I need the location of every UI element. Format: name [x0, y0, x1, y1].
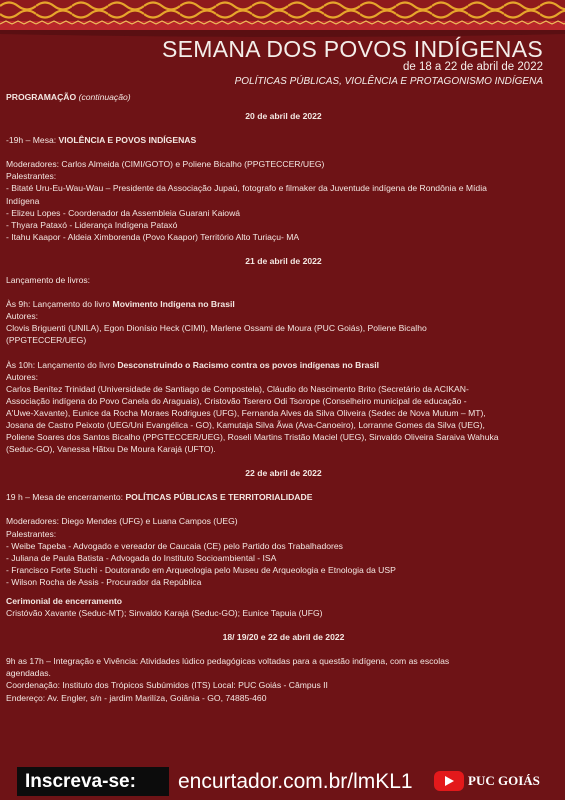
- day-22-moderators: Moderadores: Diego Mendes (UFG) e Luana Campos (UEG): [6, 516, 238, 527]
- book-2-launch: Às 10h: Lançamento do livro Desconstruindo o Racismo contra os povos indígenas no Brasil: [6, 359, 379, 370]
- registration-link[interactable]: encurtador.com.br/lmKL1: [178, 770, 413, 793]
- channel-name[interactable]: PUC GOIÁS: [468, 773, 540, 788]
- book-1-authors-cont: (PPGTECCER/UEG): [6, 335, 87, 346]
- books-intro: Lançamento de livros:: [6, 275, 91, 286]
- speaker-line: Indígena: [6, 195, 40, 206]
- youtube-play-icon[interactable]: [434, 771, 464, 791]
- speaker-line: - Thyara Pataxó - Liderança Indígena Pataxó: [6, 219, 178, 230]
- day-21-heading: 21 de abril de 2022: [245, 255, 322, 266]
- speaker-line: - Weibe Tapeba - Advogado e vereador de Caucaia (CE) pelo Partido dos Trabalhadores: [6, 540, 343, 551]
- program-heading: PROGRAMAÇÃO (continuação): [6, 92, 131, 102]
- author-line: Josana de Castro Peixoto (UEG/Uni Evangélica - GO), Kamutaja Silva Ãwa (Ava-Canoeiro), Lorranne Gomes da Silva (UEG),: [6, 419, 485, 430]
- speaker-line: - Francisco Forte Stuchi - Doutorando em Arqueologia pelo Museu de Arqueologia e Etnologia da USP: [6, 564, 396, 575]
- book-1-authors: Clovis Briguenti (UNILA), Egon Dionísio Heck (CIMI), Marlene Ossami de Moura (PUC Goiás), Poliene Bicalho: [6, 323, 427, 334]
- activity-line: 9h as 17h – Integração e Vivência: Atividades lúdico pedagógicas voltadas para a questão indígena, com as escolas: [6, 656, 450, 667]
- speaker-line: - Itahu Kaapor - Aldeia Ximborenda (Povo Kaapor) Território Alto Turiaçu- MA: [6, 231, 300, 242]
- event-subtitle: POLÍTICAS PÚBLICAS, VIOLÊNCIA E PROTAGONISMO INDÍGENA: [234, 76, 543, 87]
- program-content: [6, 91, 561, 704]
- register-label: Inscreva-se:: [17, 767, 169, 796]
- author-line: Associação indígena do Povo Canela do Araguais), Cristovão Tserero Odi Tsorope (Conselheiro municipal de educação -: [6, 395, 467, 406]
- day-22-session: 19 h – Mesa de encerramento: POLÍTICAS PÚBLICAS E TERRITORIALIDADE: [6, 492, 313, 503]
- closing-ceremony-title: Cerimonial de encerramento: [6, 596, 123, 606]
- day-22-speakers-label: Palestrantes:: [6, 528, 57, 539]
- day-22-heading: 22 de abril de 2022: [245, 468, 322, 479]
- coordination-line: Coordenação: Instituto dos Trópicos Subúmidos (ITS) Local: PUC Goiás - Câmpus II: [6, 680, 328, 691]
- author-line: (Seduc-GO), Vanessa Hãtxu De Moura Karajá (UFTO).: [6, 444, 216, 455]
- day-20-moderators: Moderadores: Carlos Almeida (CIMI/GOTO) e Poliene Bicalho (PPGTECCER/UEG): [6, 159, 325, 170]
- day-20-speakers-label: Palestrantes:: [6, 171, 57, 182]
- activity-line: agendadas.: [6, 668, 51, 679]
- book-1-launch: Às 9h: Lançamento do livro Movimento Indígena no Brasil: [6, 299, 235, 310]
- page-title: SEMANA DOS POVOS INDÍGENAS: [162, 36, 543, 62]
- decorative-border: [0, 0, 565, 30]
- days-18-22-heading: 18/ 19/20 e 22 de abril de 2022: [222, 632, 345, 643]
- author-line: Carlos Benítez Trinidad (Universidade de Santiago de Compostela), Cláudio do Nascimento Brito (Secretário da ACIKAN-: [6, 383, 469, 394]
- event-dates: de 18 a 22 de abril de 2022: [402, 61, 543, 73]
- day-20-session: -19h – Mesa: VIOLÊNCIA E POVOS INDÍGENAS: [6, 135, 197, 146]
- speaker-line: - Juliana de Paula Batista - Advogada do Instituto Socioambiental - ISA: [6, 552, 277, 563]
- book-2-authors-label: Autores:: [6, 371, 39, 382]
- speaker-line: - Wilson Rocha de Assis - Procurador da República: [6, 576, 202, 587]
- author-line: A'Uwe-Xavante), Eunice da Rocha Moraes Rodrigues (UFG), Fernanda Alves da Silva Oliveira (Sedec de Nova Mutum – MT),: [6, 407, 486, 418]
- speaker-line: - Bitaté Uru-Eu-Wau-Wau – Presidente da Associação Jupaú, fotografo e filmaker da Juventude indígena de Rondônia e Mídia: [6, 183, 487, 194]
- closing-ceremony-people: Cristóvão Xavante (Seduc-MT); Sinvaldo Karajá (Seduc-GO); Eunice Tapuia (UFG): [6, 608, 323, 619]
- author-line: Poliene Soares dos Santos Bicalho (PPGTECCER/UEG), Roseli Martins Tristão Maciel (UEG), Sinvaldo Oliveira Saraiva Wahuka: [6, 432, 499, 443]
- day-20-heading: 20 de abril de 2022: [245, 111, 322, 122]
- speaker-line: - Elizeu Lopes - Coordenador da Assembleia Guarani Kaiowá: [6, 207, 241, 218]
- book-1-authors-label: Autores:: [6, 311, 39, 322]
- address-line: Endereço: Av. Engler, s/n - jardim Marilíza, Goiânia - GO, 74885-460: [6, 692, 267, 703]
